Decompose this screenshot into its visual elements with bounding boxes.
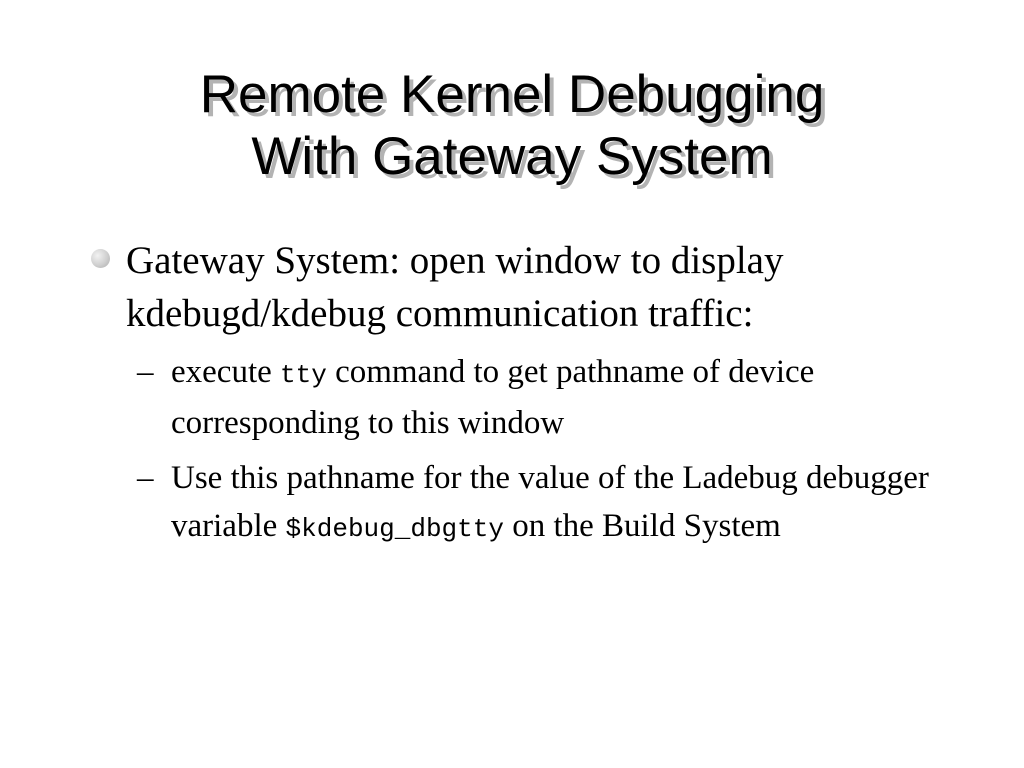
sub-bullet-text: on the Build System xyxy=(503,508,781,544)
title-line-2: With Gateway System xyxy=(251,127,773,186)
code-tty: tty xyxy=(280,360,327,390)
sub-bullet-text: execute xyxy=(171,354,281,390)
dash-icon: – xyxy=(137,354,154,390)
slide-title xyxy=(0,64,1024,188)
bullet-item-gateway xyxy=(126,234,986,340)
title-line-1: Remote Kernel Debugging xyxy=(199,65,825,124)
dash-icon: – xyxy=(137,460,154,496)
sub-bullet-execute-tty xyxy=(171,348,961,447)
sub-bullet-text: command to get pathname of device corresponding to this window xyxy=(171,354,815,441)
code-kdebug-dbgtty: $kdebug_dbgtty xyxy=(285,514,504,544)
sub-bullet-use-pathname xyxy=(171,454,961,553)
sub-bullet-text: Use this pathname for the value of the Ladebug debugger variable xyxy=(171,460,929,544)
bullet-text: Gateway System: open window to display kdebugd/kdebug communication traffic: xyxy=(126,239,784,335)
bullet-dot-icon xyxy=(91,249,110,268)
